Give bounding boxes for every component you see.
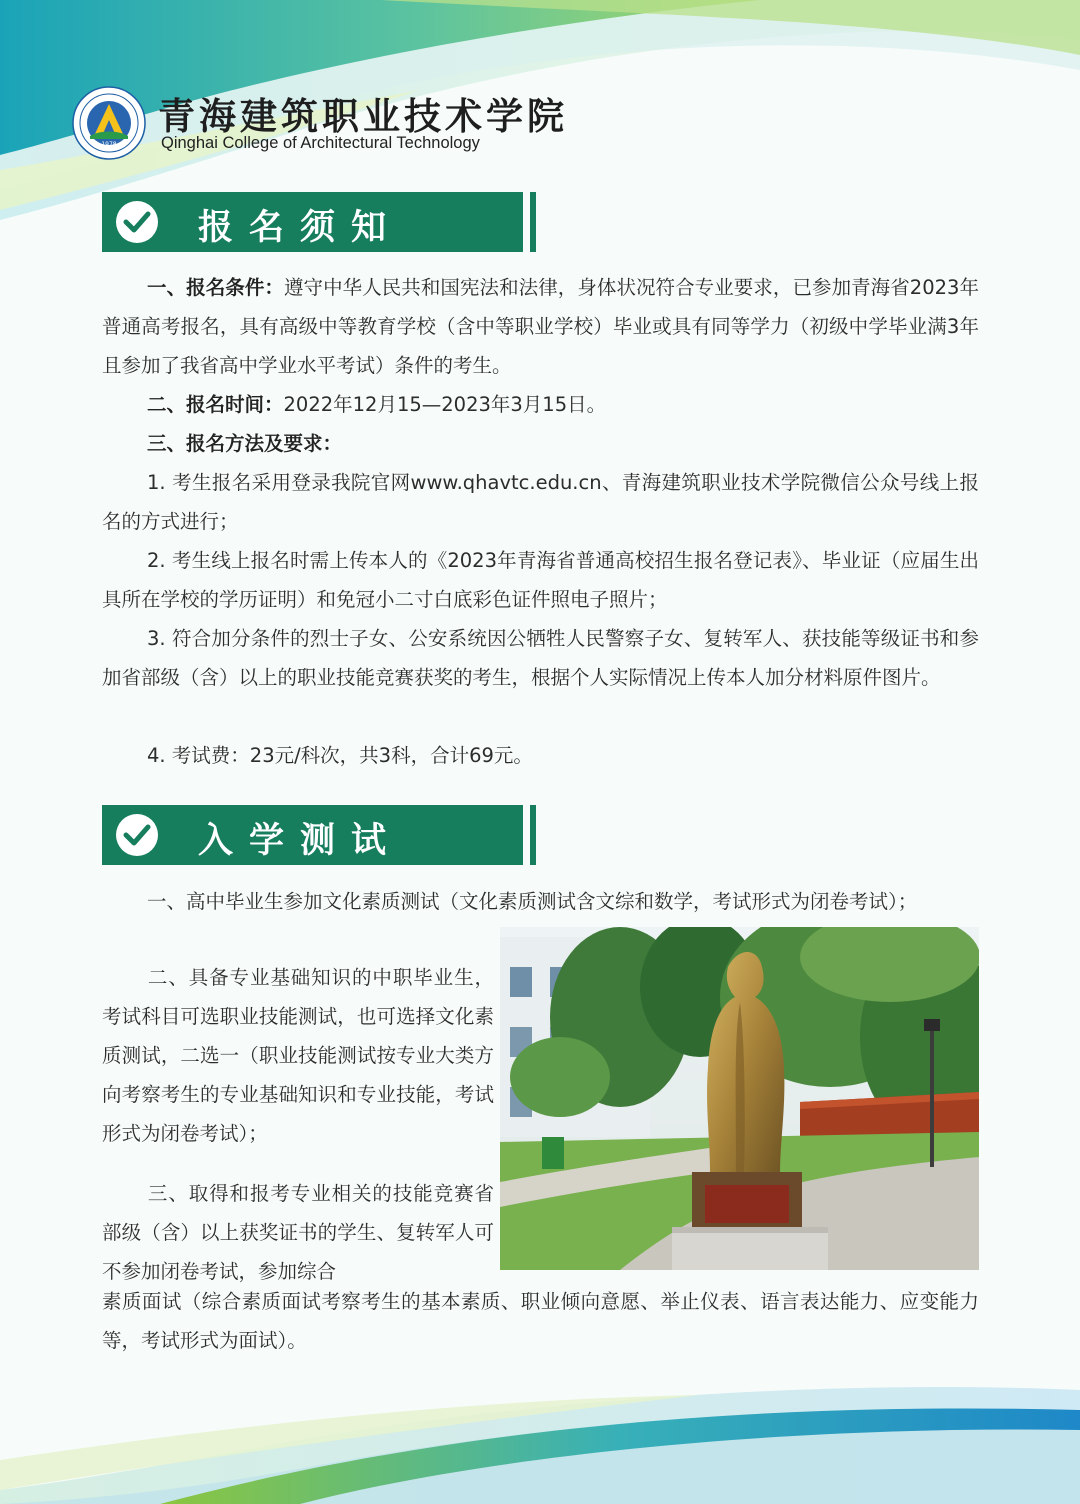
svg-text:1978: 1978 [101, 141, 117, 148]
college-name-cn: 青海建筑职业技术学院 [158, 94, 568, 138]
registration-time [102, 385, 979, 424]
registration-method-heading [102, 424, 979, 463]
check-icon [116, 201, 158, 243]
college-logo [72, 86, 146, 160]
test-item-3-part2 [102, 1282, 979, 1360]
item-text: 3. 符合加分条件的烈士子女、公安系统因公牺牲人民警察子女、复转军人、获技能等级证书和参加省部级（含）以上的职业技能竞赛获奖的考生，根据个人实际情况上传本人加分材料原件图片。 [102, 627, 979, 689]
item-text: 素质面试（综合素质面试考察考生的基本素质、职业倾向意愿、举止仪表、语言表达能力、应变能力等，考试形式为面试）。 [102, 1290, 979, 1352]
section-banner-registration [102, 192, 523, 252]
section-title: 入学测试 [198, 820, 403, 861]
item-text: 1. 考生报名采用登录我院官网www.qhavtc.edu.cn、青海建筑职业技术学院微信公众号线上报名的方式进行； [102, 471, 979, 533]
section-banner-entrance-test [102, 805, 523, 865]
banner-accent-bar [530, 192, 536, 252]
para-label: 一、报名条件： [147, 276, 284, 299]
method-item-2 [102, 541, 979, 619]
para-label: 三、报名方法及要求： [147, 432, 343, 455]
item-text: 二、具备专业基础知识的中职毕业生，考试科目可选职业技能测试，也可选择文化素质测试，二选一（职业技能测试按专业大类方向考察考生的专业基础知识和专业技能，考试形式为闭卷考试）； [102, 966, 494, 1145]
section-title: 报名须知 [198, 207, 403, 248]
item-text: 一、高中毕业生参加文化素质测试（文化素质测试含文综和数学，考试形式为闭卷考试）； [147, 890, 918, 913]
item-text: 三、取得和报考专业相关的技能竞赛省部级（含）以上获奖证书的学生、复转军人可不参加闭卷考试，参加综合 [102, 1182, 494, 1283]
method-item-4 [102, 736, 979, 775]
college-name-en: Qinghai College of Architectural Technology [161, 134, 480, 152]
para-text: 遵守中华人民共和国宪法和法律，身体状况符合专业要求，已参加青海省2023年普通高考报名，具有高级中等教育学校（含中等职业学校）毕业或具有同等学力（初级中学毕业满3年且参加了我省高中学业水平考试）条件的考生。 [102, 276, 979, 377]
check-icon [116, 814, 158, 856]
method-item-1 [102, 463, 979, 541]
para-label: 二、报名时间： [147, 393, 284, 416]
test-item-2 [102, 958, 494, 1153]
banner-accent-bar [530, 805, 536, 865]
test-item-1 [102, 882, 979, 921]
item-text: 4. 考试费：23元/科次，共3科，合计69元。 [147, 744, 533, 767]
campus-statue-photo [500, 927, 979, 1270]
registration-conditions [102, 268, 979, 385]
method-item-3 [102, 619, 979, 697]
para-text: 2022年12月15—2023年3月15日。 [283, 393, 607, 416]
item-text: 2. 考生线上报名时需上传本人的《2023年青海省普通高校招生报名登记表》、毕业证（应届生出具所在学校的学历证明）和免冠小二寸白底彩色证件照电子照片； [102, 549, 979, 611]
test-item-3-part1 [102, 1174, 494, 1291]
